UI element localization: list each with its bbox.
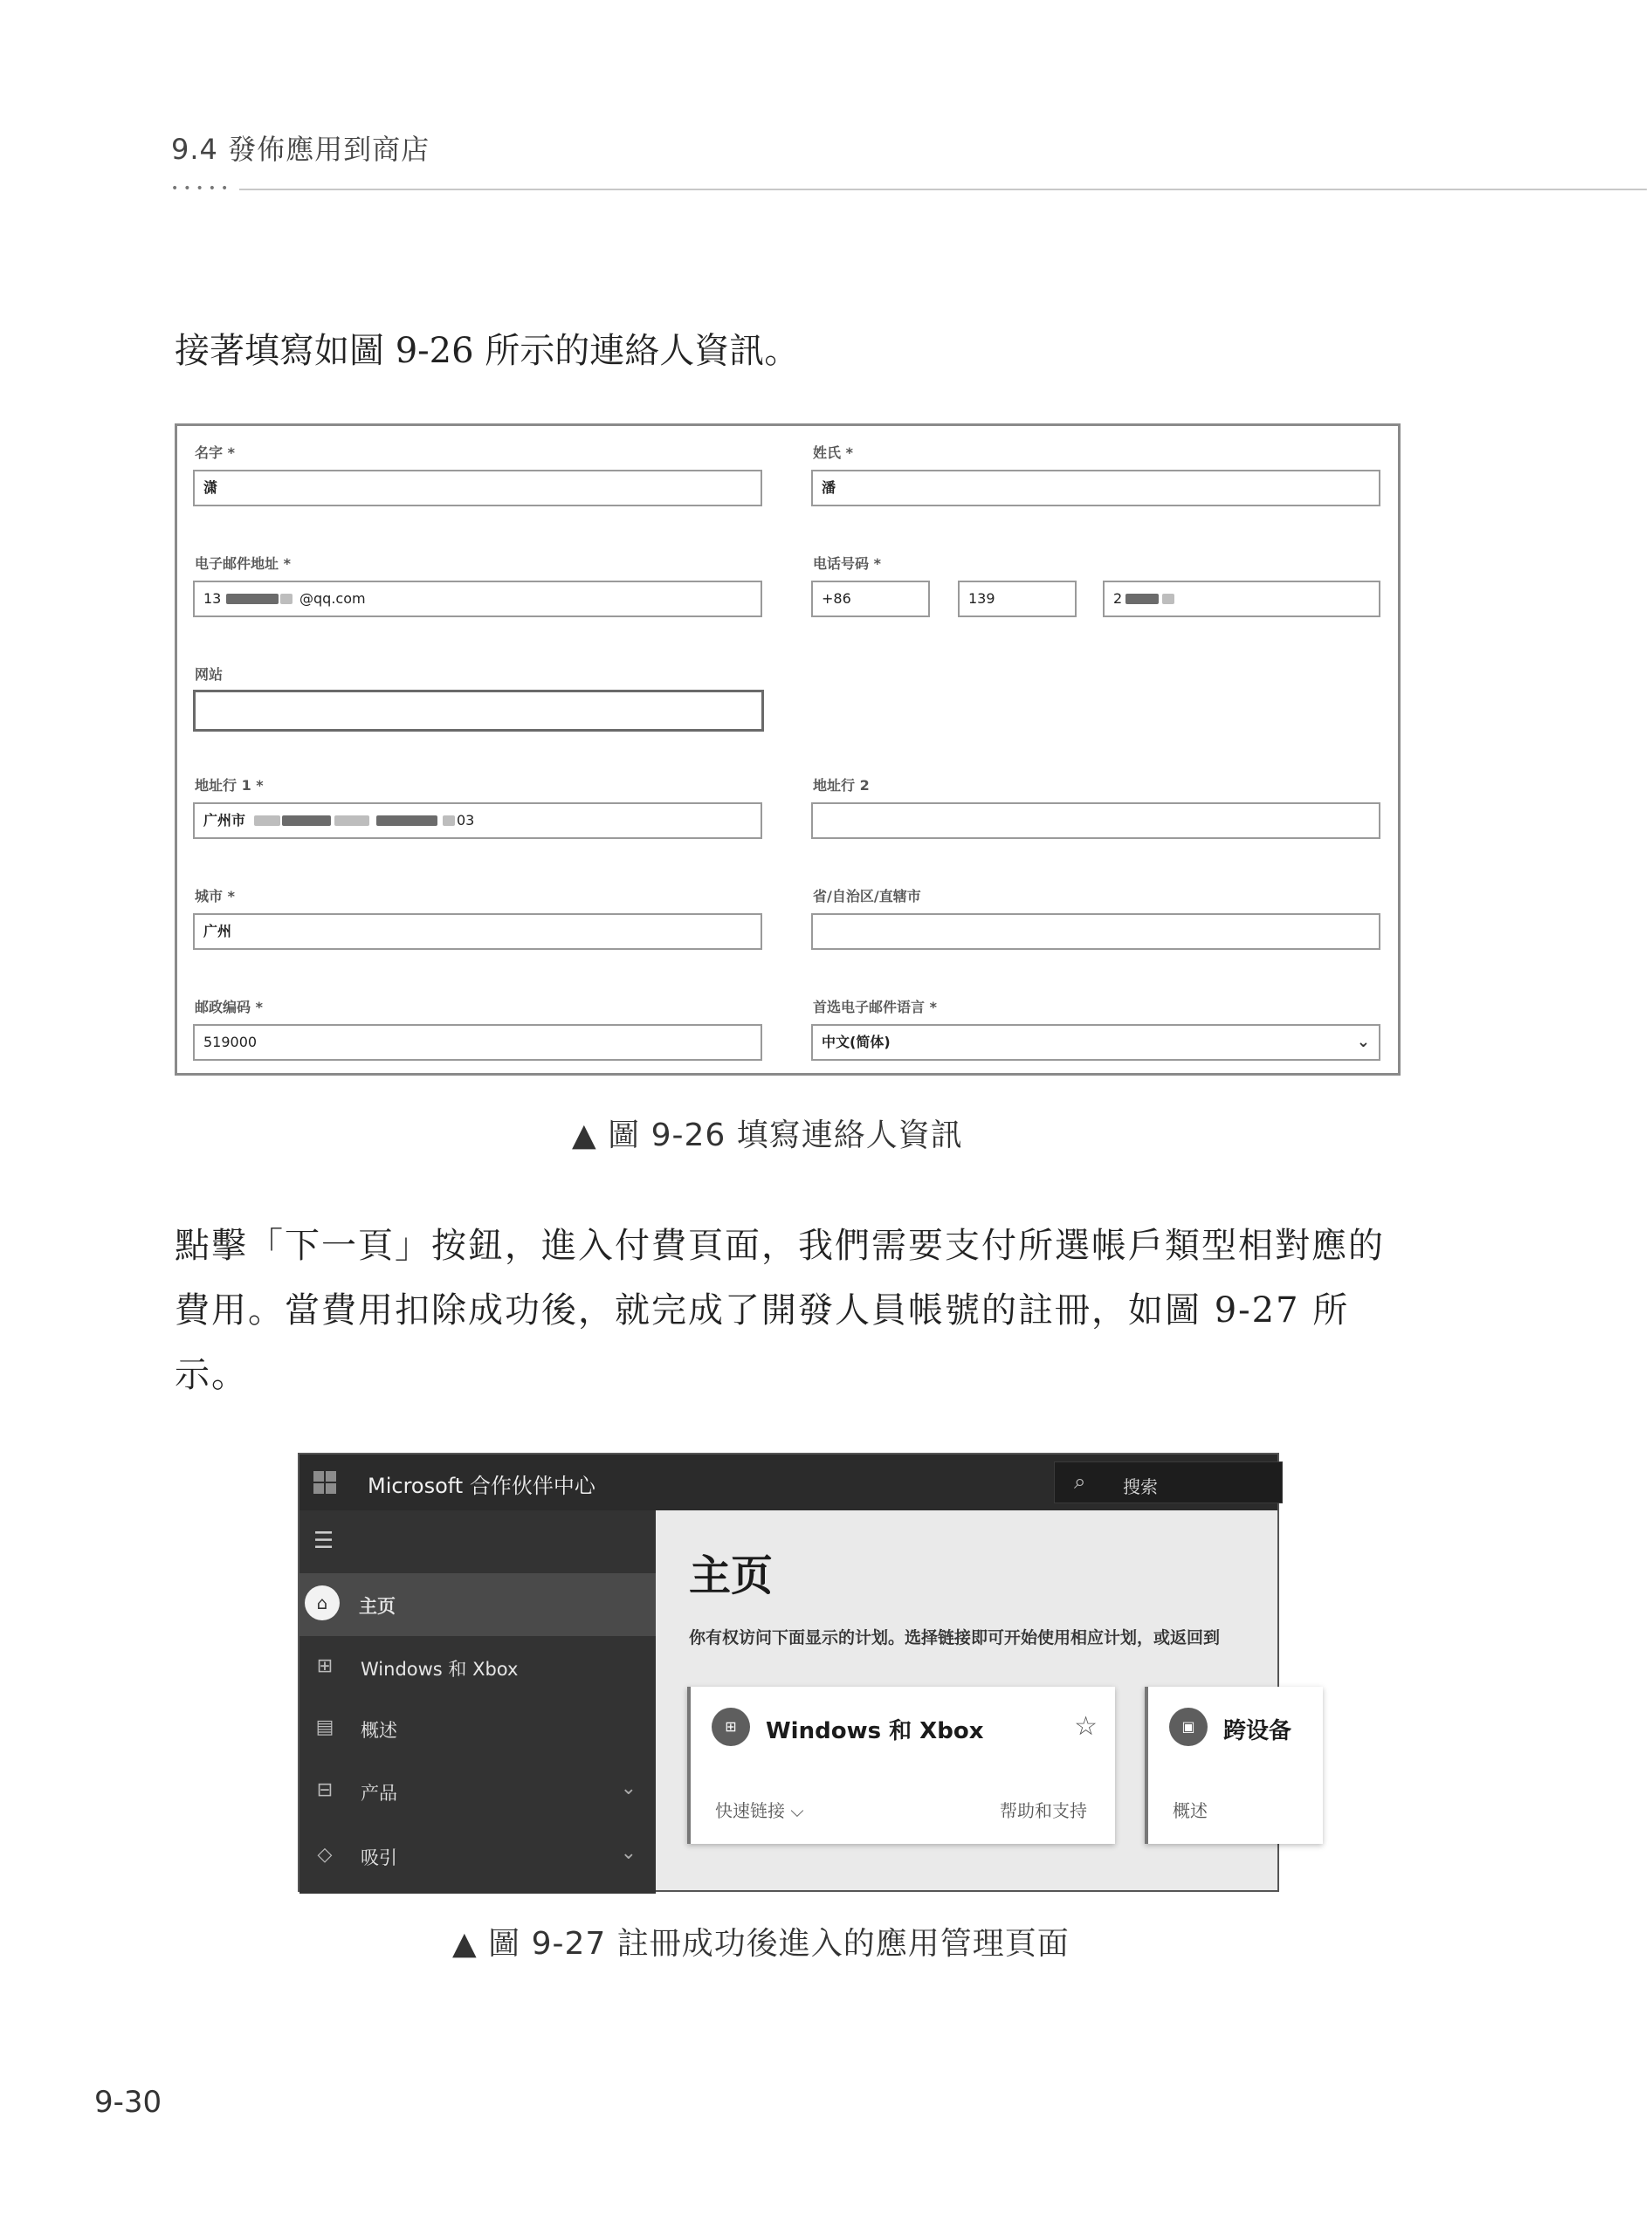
email-language-select[interactable] — [811, 1024, 1380, 1061]
page-description: 你有权访问下面显示的计划。选择链接即可开始使用相应计划，或返回到 — [689, 1628, 1221, 1647]
chevron-down-icon: ⌄ — [620, 1778, 637, 1799]
home-icon: ⌂ — [305, 1585, 340, 1620]
program-card-cross-device[interactable] — [1145, 1687, 1323, 1844]
address1-redaction-c — [334, 815, 369, 826]
sidebar-item-overview[interactable] — [299, 1697, 656, 1760]
search-placeholder: 搜索 — [1123, 1476, 1158, 1497]
website-label: 网站 — [195, 666, 224, 683]
header-line — [239, 189, 1647, 190]
email-redaction-light — [280, 594, 293, 604]
email-prefix: 13 — [203, 590, 222, 607]
help-support-link[interactable]: 帮助和支持 — [1000, 1800, 1087, 1821]
sidebar-item-label: 产品 — [361, 1783, 397, 1804]
address1-redaction-b — [282, 815, 331, 826]
city-label: 城市 * — [195, 888, 235, 904]
address1-redaction-d — [376, 815, 437, 826]
devices-icon: ▣ — [1169, 1708, 1208, 1746]
phone-area-field[interactable]: 139 — [958, 581, 1077, 617]
address1-prefix: 广州市 — [203, 812, 246, 829]
sidebar-item-label: 主页 — [359, 1596, 396, 1617]
postal-code-field[interactable]: 519000 — [193, 1024, 762, 1061]
phone-redaction-light — [1162, 594, 1174, 604]
windows-icon: ⊞ — [316, 1655, 334, 1677]
header-rule — [171, 182, 1647, 196]
city-field[interactable]: 广州 — [193, 913, 762, 950]
address2-label: 地址行 2 — [813, 777, 870, 794]
sidebar-item-products[interactable] — [299, 1760, 656, 1823]
page-title: 主页 — [689, 1551, 774, 1600]
email-language-value: 中文(简体) — [822, 1034, 891, 1050]
email-redaction — [226, 594, 279, 604]
partner-center-figure — [298, 1453, 1292, 1892]
chevron-down-icon: ⌄ — [620, 1842, 637, 1864]
xbox-icon: ⊞ — [712, 1708, 750, 1746]
figure-caption-9-26: ▲ 圖 9-26 填寫連絡人資訊 — [572, 1118, 963, 1153]
card-title: Windows 和 Xbox — [766, 1718, 984, 1744]
header-dots: ••••• — [171, 182, 234, 196]
province-field[interactable] — [811, 913, 1380, 950]
search-icon: ⌕ — [1074, 1469, 1086, 1494]
phone-country-field[interactable]: +86 — [811, 581, 930, 617]
paragraph-next-step: 點擊「下一頁」按鈕，進入付費頁面，我們需要支付所選帳戶類型相對應的費用。當費用扣除成功後，就完成了開發人員帳號的註冊，如圖 9-27 所示。 — [175, 1226, 1385, 1395]
phone-number-field[interactable] — [1103, 581, 1380, 617]
email-suffix: @qq.com — [299, 590, 366, 607]
sidebar-item-windows-xbox[interactable] — [299, 1636, 656, 1699]
sidebar-item-label: Windows 和 Xbox — [361, 1659, 519, 1680]
sidebar-item-label: 吸引 — [361, 1847, 397, 1868]
tag-icon: ◇ — [317, 1844, 333, 1866]
address2-field[interactable] — [811, 802, 1380, 839]
email-language-label: 首选电子邮件语言 * — [813, 999, 937, 1015]
products-icon: ⊟ — [316, 1779, 334, 1801]
website-field[interactable] — [193, 690, 764, 732]
first-name-field[interactable]: 潇 — [193, 470, 762, 506]
search-box[interactable] — [1054, 1461, 1283, 1503]
paragraph-intro: 接著填寫如圖 9-26 所示的連絡人資訊。 — [175, 331, 800, 371]
first-name-label: 名字 * — [195, 444, 235, 461]
figure-caption-9-27: ▲ 圖 9-27 註冊成功後進入的應用管理頁面 — [452, 1926, 1070, 1962]
phone-redaction — [1125, 594, 1159, 604]
page-number: 9-30 — [94, 2085, 162, 2120]
address1-suffix: 03 — [457, 812, 475, 829]
contact-form-figure — [175, 423, 1401, 1076]
address1-label: 地址行 1 * — [195, 777, 264, 794]
postal-code-label: 邮政编码 * — [195, 999, 263, 1015]
address1-redaction-a — [254, 815, 280, 826]
email-field[interactable] — [193, 581, 762, 617]
star-icon[interactable]: ☆ — [1074, 1711, 1098, 1742]
phone-label: 电话号码 * — [813, 555, 881, 572]
app-launcher-icon[interactable] — [313, 1471, 336, 1494]
province-label: 省/自治区/直辖市 — [813, 888, 921, 904]
quick-links-dropdown[interactable]: 快速链接 ⌵ — [715, 1800, 804, 1821]
email-label: 电子邮件地址 * — [195, 555, 291, 572]
sidebar-item-home[interactable] — [299, 1573, 656, 1636]
overview-icon: ▤ — [315, 1716, 334, 1738]
program-card-windows-xbox[interactable] — [687, 1687, 1115, 1844]
address1-field[interactable] — [193, 802, 762, 839]
sidebar — [299, 1510, 656, 1894]
card-title: 跨设备 — [1223, 1718, 1292, 1744]
running-header: 9.4 發佈應用到商店 — [171, 133, 430, 166]
brand-title: Microsoft 合作伙伴中心 — [368, 1474, 595, 1498]
sidebar-item-label: 概述 — [361, 1720, 397, 1741]
address1-redaction-e — [443, 815, 455, 826]
hamburger-menu-icon[interactable]: ☰ — [313, 1528, 334, 1554]
last-name-field[interactable]: 潘 — [811, 470, 1380, 506]
phone-number-prefix: 2 — [1113, 590, 1123, 607]
last-name-label: 姓氏 * — [813, 444, 853, 461]
chevron-down-icon: ⌄ — [1356, 1033, 1370, 1051]
sidebar-item-engage[interactable] — [299, 1825, 656, 1888]
top-bar — [299, 1454, 1277, 1510]
overview-link[interactable]: 概述 — [1173, 1800, 1208, 1821]
